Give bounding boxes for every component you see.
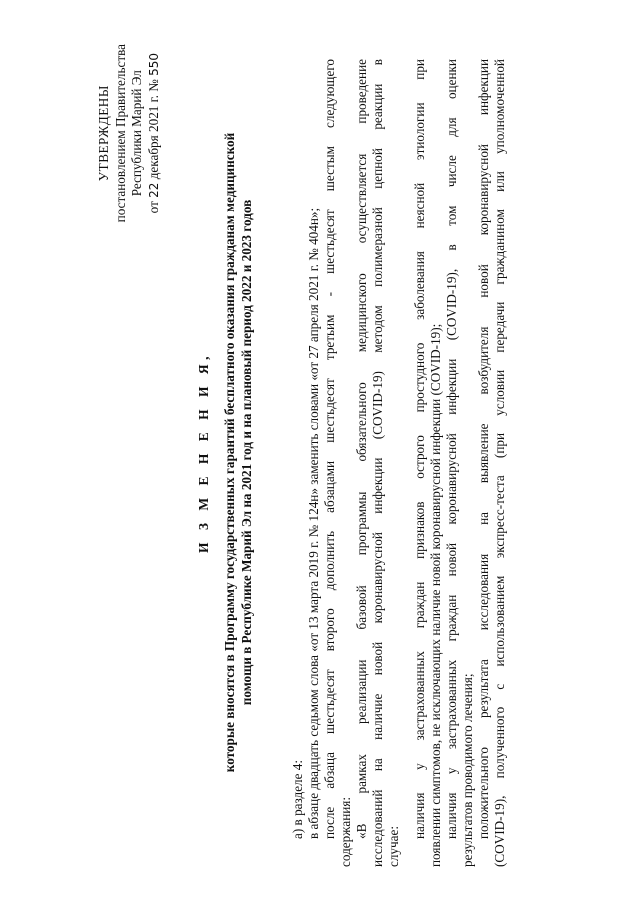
paragraph-case-2-line-1: наличия у застрахованных граждан новой коронавирусной инфекции (COVID-19), в том числе для оценки	[444, 59, 459, 839]
paragraph-quote-line-3: случае:	[386, 825, 401, 867]
paragraph-case-1-line-1: наличия у застрахованных граждан признаков острого простудного заболевания неясной этиологии при	[412, 59, 427, 839]
paragraph-amendment-2-line-1: после абзаца шестьдесят второго дополнить абзацами шестьдесят третьим - шестьдесят шестым следующего	[322, 59, 337, 839]
approval-heading: УТВЕРЖДЕНЫ	[96, 85, 111, 182]
date-prefix: от	[145, 201, 161, 214]
date-rest: декабря 2021 г. №	[145, 79, 161, 180]
approval-line-2: Республики Марий Эл	[129, 70, 144, 197]
document-number: 550	[146, 53, 161, 76]
paragraph-section: а) в разделе 4:	[290, 759, 305, 839]
document-title: И З М Е Н Е Н И Я,	[196, 352, 211, 554]
approval-date-line	[146, 44, 163, 222]
approval-line-1: постановлением Правительства	[112, 44, 128, 223]
paragraph-amendment-2-line-2: содержания:	[338, 796, 353, 867]
paragraph-quote-line-2: исследований на наличие новой коронавирусной инфекции (COVID-19) методом полимеразной цепной реакции в	[370, 59, 385, 867]
paragraph-case-1-line-2: появлении симптомов, не исключающих наличие новой коронавирусной инфекции (COVID-19);	[428, 323, 443, 867]
subtitle-line-1: которые вносятся в Программу государственных гарантий бесплатного оказания гражданам медицинской	[222, 132, 237, 773]
paragraph-case-3-line-1: положительного результата исследования на выявление возбудителя новой коронавирусной инфекции	[476, 59, 491, 839]
paragraph-case-3-line-2: (COVID-19), полученного с использованием экспресс-теста (при условии передачи гражданином или уполномоченной	[492, 59, 507, 867]
subtitle-line-2: помощи в Республике Марий Эл на 2021 год и на плановый период 2022 и 2023 годов	[239, 199, 254, 706]
paragraph-quote-line-1: «В рамках реализации базовой программы обязательного медицинского осуществляется проведение	[354, 59, 369, 839]
paragraph-amendment-1: в абзаце двадцать седьмом слова «от 13 марта 2019 г. № 124н» заменить словами «от 27 апреля 2021 г. № 404н»;	[306, 207, 321, 839]
paragraph-case-2-line-2: результатов проводимого лечения;	[460, 673, 475, 867]
approval-stamp	[96, 44, 162, 222]
date-day: 22	[146, 182, 161, 198]
